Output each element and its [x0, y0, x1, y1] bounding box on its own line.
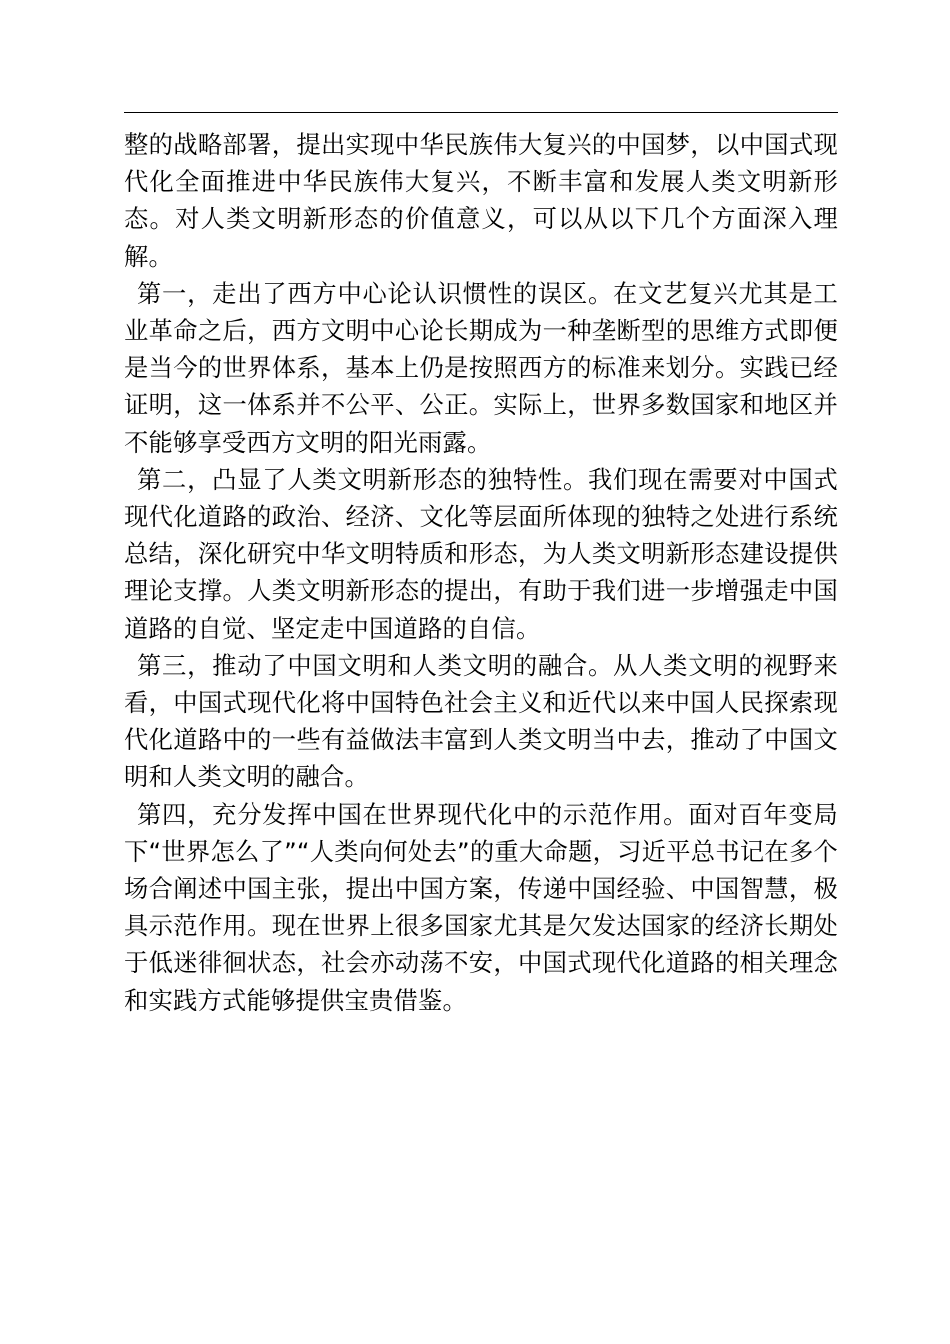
- paragraph-intro: 整的战略部署，提出实现中华民族伟大复兴的中国梦，以中国式现代化全面推进中华民族伟大复兴，不断丰富和发展人类文明新形态。对人类文明新形态的价值意义，可以从以下几个方面深入理解。: [124, 130, 838, 271]
- header-rule: [124, 112, 838, 113]
- document-body: [124, 126, 838, 1019]
- paragraph-first-point: 第一，走出了西方中心论认识惯性的误区。在文艺复兴尤其是工业革命之后，西方文明中心论长期成为一种垄断型的思维方式即便是当今的世界体系，基本上仍是按照西方的标准来划分。实践已经证明，这一体系并不公平、公正。实际上，世界多数国家和地区并不能够享受西方文明的阳光雨露。: [124, 278, 838, 457]
- paragraph-second-point: 第二，凸显了人类文明新形态的独特性。我们现在需要对中国式现代化道路的政治、经济、文化等层面所体现的独特之处进行系统总结，深化研究中华文明特质和形态，为人类文明新形态建设提供理论支撑。人类文明新形态的提出，有助于我们进一步增强走中国道路的自觉、坚定走中国道路的自信。: [124, 464, 838, 643]
- paragraph-third-point: 第三，推动了中国文明和人类文明的融合。从人类文明的视野来看，中国式现代化将中国特色社会主义和近代以来中国人民探索现代化道路中的一些有益做法丰富到人类文明当中去，推动了中国文明和人类文明的融合。: [124, 650, 838, 792]
- paragraph-fourth-point: 第四，充分发挥中国在世界现代化中的示范作用。面对百年变局下“世界怎么了”“人类向何处去”的重大命题，习近平总书记在多个场合阐述中国主张，提出中国方案，传递中国经验、中国智慧，极具示范作用。现在世界上很多国家尤其是欠发达国家的经济长期处于低迷徘徊状态，社会亦动荡不安，中国式现代化道路的相关理念和实践方式能够提供宝贵借鉴。: [124, 799, 838, 1015]
